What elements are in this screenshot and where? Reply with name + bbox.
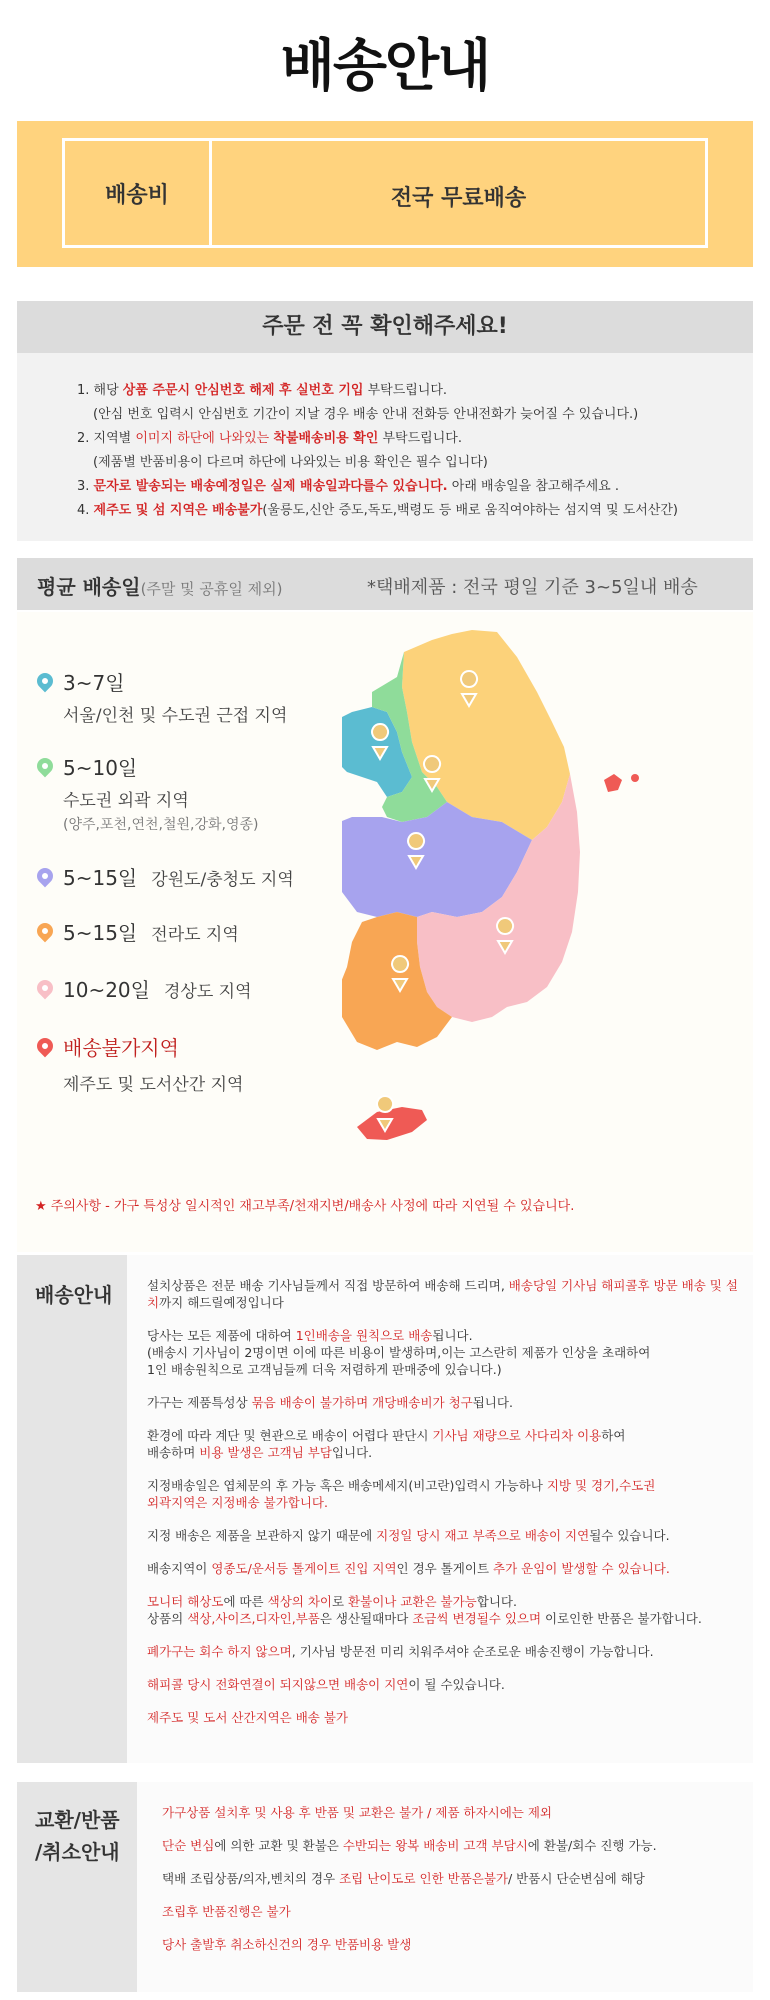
shipping-fee-value: 전국 무료배송 — [390, 185, 527, 211]
delivery-paragraph: 모니터 해상도에 따른 색상의 차이로 환불이나 교환은 불가능합니다. 상품의 색상,사이즈,디자인,부품은 생산될때마다 조금씩 변경될수 있으며 이로인한 반품은 불가합니다. — [147, 1594, 702, 1626]
notice-item-2-sub: (제품별 반품비용이 다르며 하단에 나와있는 비용 확인은 필수 입니다) — [93, 455, 488, 470]
delivery-info-label: 배송안내 — [35, 1283, 113, 1307]
delivery-info-section — [17, 1255, 753, 1763]
location-pin-icon — [34, 1035, 57, 1058]
map-region-ulleungdo — [604, 774, 622, 792]
exchange-paragraph: 단순 변심에 의한 교환 및 환불은 수반되는 왕복 배송비 고객 부담시에 환불/회수 진행 가능. — [162, 1838, 657, 1853]
delivery-paragraph: 당사는 모든 제품에 대하여 1인배송을 원칙으로 배송됩니다. (배송시 기사님이 2명이면 이에 따른 비용이 발생하며,이는 고스란히 제품가 인상을 초래하여 1인 배송원칙으로 고객님들께 더욱 저렴하게 판매중에 있습니다.) — [147, 1328, 651, 1377]
average-delivery-subtitle: (주말 및 공휴일 제외) — [140, 580, 283, 598]
courier-delivery-note: *택배제품 : 전국 평일 기준 3~5일내 배송 — [367, 577, 698, 598]
notice-item-3: 3. 문자로 발송되는 배송예정일은 실제 배송일과다를수 있습니다. 아래 배송일을 참고해주세요 . — [77, 479, 619, 494]
delivery-paragraph: 설치상품은 전문 배송 기사님들께서 직접 방문하여 배송해 드리며, 배송당일 기사님 해피콜후 방문 배송 및 설치까지 해드릴예정입니다 — [147, 1278, 738, 1310]
korea-region-map — [342, 612, 742, 1172]
notice-item-1: 1. 해당 상품 주문시 안심번호 해제 후 실번호 기입 부탁드립니다. — [77, 383, 448, 398]
location-pin-icon — [34, 920, 57, 943]
notice-header: 주문 전 꼭 확인해주세요! — [17, 301, 753, 353]
map-region-jeju — [357, 1107, 427, 1140]
shipping-fee-label: 배송비 — [65, 141, 212, 245]
shipping-fee-table — [62, 138, 708, 248]
notice-item-1-sub: (안심 번호 입력시 안심번호 기간이 지날 경우 배송 안내 전화등 안내전화가 늦어질 수 있습니다.) — [93, 407, 639, 422]
delivery-info-label-box — [17, 1255, 127, 1763]
delivery-paragraph: 폐가구는 회수 하지 않으며, 기사님 방문전 미리 치워주셔야 순조로운 배송진행이 가능합니다. — [147, 1644, 654, 1659]
delivery-map-area: 3~7일 서울/인천 및 수도권 근접 지역 5~10일 수도권 외곽 지역 (양주,포천,연천,철원,강화,영종) 5~15일 강원도/충청도 지역 5~15일 전라도 지역 10~20일 경상도 지역 배송불가지역 제주도 및 도서산간 지역 — [17, 612, 753, 1252]
exchange-paragraph: 택배 조립상품/의자,벤치의 경우 조립 난이도로 인한 반품은불가/ 반품시 단순변심에 해당 — [162, 1871, 645, 1886]
delivery-paragraph: 해피콜 당시 전화연결이 되지않으면 배송이 지연이 될 수있습니다. — [147, 1677, 505, 1692]
notice-item-2: 2. 지역별 이미지 하단에 나와있는 착불배송비용 확인 부탁드립니다. — [77, 431, 462, 446]
delivery-paragraph: 가구는 제품특성상 묶음 배송이 불가하며 개당배송비가 청구됩니다. — [147, 1395, 513, 1410]
average-delivery-bar — [17, 558, 753, 610]
exchange-return-label: 교환/반품 /취소안내 — [35, 1808, 120, 1864]
caution-note: ★ 주의사항 - 가구 특성상 일시적인 재고부족/천재지변/배송사 사정에 따라 지연될 수 있습니다. — [35, 1199, 575, 1214]
notice-item-4: 4. 제주도 및 섬 지역은 배송불가(울릉도,신안 증도,독도,백령도 등 배로 움직여야하는 섬지역 및 도서산간) — [77, 503, 679, 518]
delivery-paragraph: 제주도 및 도서 산간지역은 배송 불가 — [147, 1710, 348, 1725]
location-pin-icon — [34, 755, 57, 778]
location-pin-icon — [34, 670, 57, 693]
notice-list — [17, 353, 753, 541]
shipping-fee-section — [17, 121, 753, 267]
map-region-dokdo — [631, 774, 639, 782]
average-delivery-title: 평균 배송일(주말 및 공휴일 제외) — [37, 575, 283, 599]
page-title: 배송안내 — [280, 34, 490, 99]
delivery-paragraph: 배송지역이 영종도/운서등 톨게이트 진입 지역인 경우 톨게이트 추가 운임이 발생할 수 있습니다. — [147, 1561, 670, 1576]
delivery-info-body — [147, 1277, 747, 1742]
location-pin-icon — [34, 865, 57, 888]
delivery-paragraph: 환경에 따라 계단 및 현관으로 배송이 어렵다 판단시 기사님 재량으로 사다리차 이용하여 배송하며 비용 발생은 고객님 부담입니다. — [147, 1428, 626, 1460]
exchange-paragraph: 가구상품 설치후 및 사용 후 반품 및 교환은 불가 / 제품 하자시에는 제외 — [162, 1805, 552, 1820]
exchange-paragraph: 조립후 반품진행은 불가 — [162, 1904, 291, 1919]
exchange-paragraph: 당사 출발후 취소하신건의 경우 반품비용 발생 — [162, 1937, 412, 1952]
location-pin-icon — [34, 977, 57, 1000]
delivery-paragraph: 지정배송일은 엽체문의 후 가능 혹은 배송메세지(비고란)입력시 가능하나 지방 및 경기,수도권 외곽지역은 지정배송 불가합니다. — [147, 1478, 656, 1510]
exchange-return-body — [162, 1804, 742, 1969]
exchange-return-label-box — [17, 1782, 137, 1992]
delivery-paragraph: 지정 배송은 제품을 보관하지 않기 때문에 지정일 당시 재고 부족으로 배송이 지연될수 있습니다. — [147, 1528, 670, 1543]
exchange-return-section — [17, 1782, 753, 1992]
